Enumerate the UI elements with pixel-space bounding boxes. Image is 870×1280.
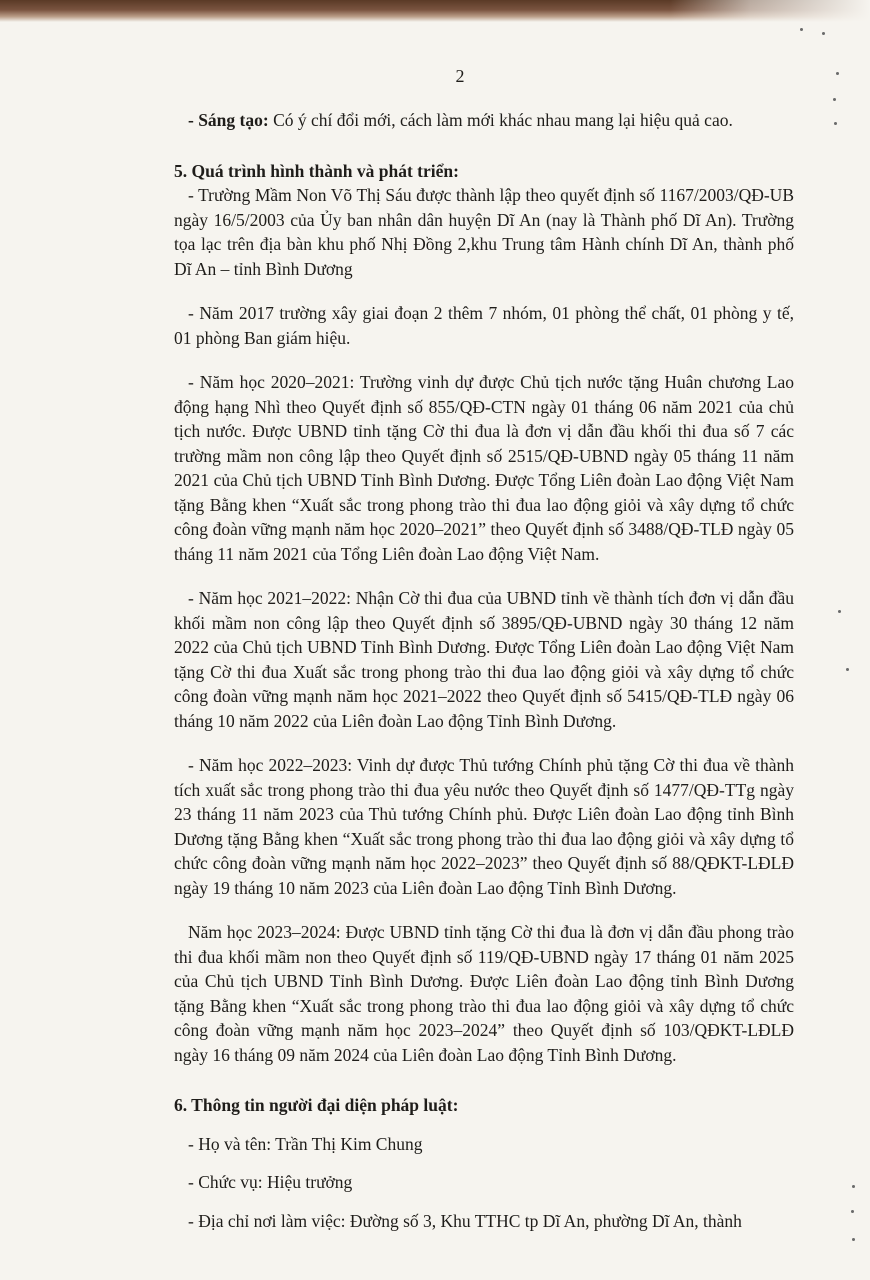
representative-address: - Địa chỉ nơi làm việc: Đường số 3, Khu TTHC tp Dĩ An, phường Dĩ An, thành (188, 1210, 742, 1231)
creative-bullet (174, 108, 794, 133)
representative-name: - Họ và tên: Trần Thị Kim Chung (188, 1133, 423, 1154)
section-5-paragraph-2021-2022: - Năm học 2021–2022: Nhận Cờ thi đua của UBND tỉnh về thành tích đơn vị dẫn đầu khối mầm non công lập theo Quyết định số 3895/QĐ-UBND ngày 30 tháng 12 năm 2022 của Chủ tịch UBND Tỉnh Bình Dương. Được Tổng Liên đoàn Lao động Việt Nam tặng Cờ thi đua Xuất sắc trong phong trào thi đua lao động giỏi và xây dựng tổ chức công đoàn vững mạnh năm học 2021–2022 theo Quyết định số 5415/QĐ-TLĐ ngày 06 tháng 10 năm 2022 của Liên đoàn Lao động Tỉnh Bình Dương. (174, 588, 794, 731)
section-5-paragraph-2020-2021: - Năm học 2020–2021: Trường vinh dự được Chủ tịch nước tặng Huân chương Lao động hạng Nhì theo Quyết định số 855/QĐ-CTN ngày 01 tháng 06 năm 2021 của chủ tịch nước. Được UBND tỉnh tặng Cờ thi đua là đơn vị dẫn đầu khối thi đua số 7 các trường mầm non công lập theo Quyết định số 2515/QĐ-UBND ngày 05 tháng 11 năm 2021 của Chủ tịch UBND Tỉnh Bình Dương. Được Tổng Liên đoàn Lao động Việt Nam tặng Bằng khen “Xuất sắc trong phong trào thi đua lao động giỏi và xây dựng tổ chức công đoàn vững mạnh năm học 2020–2021” theo Quyết định số 3488/QĐ-TLĐ ngày 05 tháng 11 năm 2021 của Tổng Liên đoàn Lao động Việt Nam. (174, 372, 794, 564)
section-6-heading: 6. Thông tin người đại diện pháp luật: (174, 1095, 459, 1115)
creative-bullet-text: Có ý chí đổi mới, cách làm mới khác nhau mang lại hiệu quả cao. (268, 110, 733, 130)
section-5-paragraph-2022-2023: - Năm học 2022–2023: Vinh dự được Thủ tướng Chính phủ tặng Cờ thi đua về thành tích xuất sắc trong phong trào thi đua yêu nước theo Quyết định số 1477/QĐ-TTg ngày 23 tháng 11 năm 2023 của Thủ tướng Chính phủ. Được Liên đoàn Lao động tỉnh Bình Dương tặng Bằng khen “Xuất sắc trong phong trào thi đua lao động giỏi và xây dựng tổ chức công đoàn vững mạnh năm học 2022–2023” theo Quyết định số 88/QĐKT-LĐLĐ ngày 19 tháng 10 năm 2023 của Liên đoàn Lao động Tỉnh Bình Dương. (174, 755, 794, 898)
creative-bullet-label: - Sáng tạo: (188, 110, 269, 130)
page-number: 2 (455, 66, 465, 86)
section-5-heading: 5. Quá trình hình thành và phát triển: (174, 160, 459, 181)
section-5-paragraph-founding: - Trường Mầm Non Võ Thị Sáu được thành lập theo quyết định số 1167/2003/QĐ-UB ngày 16/5/2003 của Ủy ban nhân dân huyện Dĩ An (nay là Thành phố Dĩ An). Trường tọa lạc trên địa bàn khu phố Nhị Đồng 2,khu Trung tâm Hành chính Dĩ An, thành phố Dĩ An – tỉnh Bình Dương (174, 185, 794, 279)
section-5-paragraph-2023-2024: Năm học 2023–2024: Được UBND tỉnh tặng Cờ thi đua là đơn vị dẫn đầu phong trào thi đua khối mầm non theo Quyết định số 119/QĐ-UBND ngày 17 tháng 01 năm 2025 của Chủ tịch UBND Tỉnh Bình Dương. Được Liên đoàn Lao động tỉnh Bình Dương tặng Bằng khen “Xuất sắc trong phong trào thi đua lao động giỏi và xây dựng tổ chức công đoàn vững mạnh năm học 2023–2024” theo Quyết định số 103/QĐKT-LĐLĐ ngày 16 tháng 09 năm 2024 của Liên đoàn Lao động Tỉnh Bình Dương. (174, 922, 794, 1065)
representative-position: - Chức vụ: Hiệu trưởng (188, 1172, 353, 1192)
section-5-paragraph-2017: - Năm 2017 trường xây giai đoạn 2 thêm 7 nhóm, 01 phòng thể chất, 01 phòng y tế, 01 phòng Ban giám hiệu. (174, 303, 794, 348)
document-body (174, 108, 794, 1233)
